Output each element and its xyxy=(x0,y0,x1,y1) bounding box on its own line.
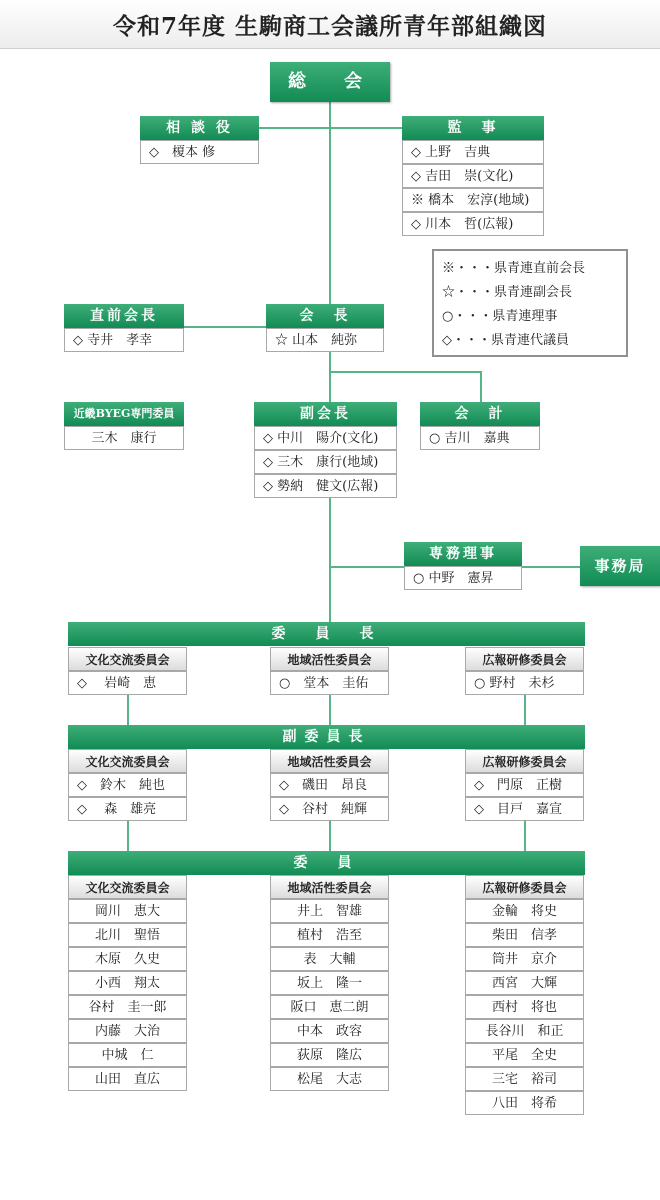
committee-header-culture: 文化交流委員会 xyxy=(68,875,187,899)
member-regional: 松尾 大志 xyxy=(270,1067,389,1091)
member-culture: 内藤 大治 xyxy=(68,1019,187,1043)
vice-chairs-line-left xyxy=(127,821,129,851)
auditors-header: 監 事 xyxy=(402,116,544,140)
title-bar xyxy=(0,0,660,49)
committee-header-pr: 広報研修委員会 xyxy=(465,647,584,671)
executive-director-header: 専務理事 xyxy=(404,542,522,566)
office-line xyxy=(522,566,581,568)
chair-member-pr: ○ 野村 未杉 xyxy=(465,671,584,695)
members-bar: 委 員 xyxy=(68,851,585,875)
page-title: 令和7年度 生駒商工会議所青年部組織図 xyxy=(112,13,547,40)
member-pr: 八田 将希 xyxy=(465,1091,584,1115)
vice-president-member: ◇ 勢納 健文(広報) xyxy=(254,474,397,498)
vice-chair-member-regional: ◇ 谷村 純輝 xyxy=(270,797,389,821)
auditor-member: ※ 橋本 宏淳(地域) xyxy=(402,188,544,212)
vice-chairs-bar: 副委員長 xyxy=(68,725,585,749)
member-regional: 中本 政容 xyxy=(270,1019,389,1043)
chairs-line-right xyxy=(524,695,526,725)
director-line xyxy=(330,566,404,568)
committee-header-regional: 地域活性委員会 xyxy=(270,749,389,773)
member-pr: 三宅 裕司 xyxy=(465,1067,584,1091)
committee-header-culture: 文化交流委員会 xyxy=(68,647,187,671)
vice-chair-member-pr: ◇ 門原 正樹 xyxy=(465,773,584,797)
chair-member-regional: ○ 堂本 圭佑 xyxy=(270,671,389,695)
past-president-member: ◇ 寺井 孝幸 xyxy=(64,328,184,352)
member-culture: 山田 直広 xyxy=(68,1067,187,1091)
vice-chair-member-culture: ◇ 森 雄亮 xyxy=(68,797,187,821)
trunk-line-mid xyxy=(329,352,331,402)
member-regional: 阪口 恵二朗 xyxy=(270,995,389,1019)
member-pr: 筒井 京介 xyxy=(465,947,584,971)
member-regional: 坂上 隆一 xyxy=(270,971,389,995)
legend-item: ☆・・・県青連副会長 xyxy=(442,285,573,300)
president-header: 会 長 xyxy=(266,304,384,328)
auditor-member: ◇ 吉田 崇(文化) xyxy=(402,164,544,188)
legend-item: ※・・・県青連直前会長 xyxy=(442,261,586,276)
general-meeting-box: 総 会 xyxy=(270,62,390,102)
vice-presidents-header: 副会長 xyxy=(254,402,397,426)
committee-header-culture: 文化交流委員会 xyxy=(68,749,187,773)
legend-box xyxy=(432,249,628,357)
chairs-line-center xyxy=(329,695,331,725)
vice-chair-member-pr: ◇ 目戸 嘉宣 xyxy=(465,797,584,821)
vice-chair-member-culture: ◇ 鈴木 純也 xyxy=(68,773,187,797)
kinki-header: 近畿BYEG専門委員 xyxy=(64,402,184,426)
treasurer-line-v xyxy=(480,371,482,402)
legend-item: ◇・・・県青連代議員 xyxy=(442,333,569,348)
auditor-member: ◇ 上野 吉典 xyxy=(402,140,544,164)
advisor-member: ◇ 榎本 修 xyxy=(140,140,259,164)
treasurer-member: ○ 吉川 嘉典 xyxy=(420,426,540,450)
committee-header-pr: 広報研修委員会 xyxy=(465,749,584,773)
member-pr: 平尾 全史 xyxy=(465,1043,584,1067)
chairs-line-left xyxy=(127,695,129,725)
member-culture: 岡川 恵大 xyxy=(68,899,187,923)
member-regional: 表 大輔 xyxy=(270,947,389,971)
member-pr: 柴田 信孝 xyxy=(465,923,584,947)
committee-header-pr: 広報研修委員会 xyxy=(465,875,584,899)
office-box: 事務局 xyxy=(580,546,660,586)
kinki-member: 三木 康行 xyxy=(64,426,184,450)
advisor-header: 相 談 役 xyxy=(140,116,259,140)
treasurer-header: 会 計 xyxy=(420,402,540,426)
committee-header-regional: 地域活性委員会 xyxy=(270,875,389,899)
legend-item: ○・・・県青連理事 xyxy=(442,309,558,324)
member-culture: 小西 翔太 xyxy=(68,971,187,995)
member-pr: 西宮 大輝 xyxy=(465,971,584,995)
member-regional: 植村 浩至 xyxy=(270,923,389,947)
president-member: ☆ 山本 純弥 xyxy=(266,328,384,352)
treasurer-line-h xyxy=(330,371,482,373)
chair-member-culture: ◇ 岩崎 恵 xyxy=(68,671,187,695)
member-culture: 中城 仁 xyxy=(68,1043,187,1067)
vice-chairs-line-right xyxy=(524,821,526,851)
past-president-header: 直前会長 xyxy=(64,304,184,328)
vice-chair-member-regional: ◇ 磯田 昂良 xyxy=(270,773,389,797)
member-culture: 木原 久史 xyxy=(68,947,187,971)
vice-president-member: ◇ 中川 陽介(文化) xyxy=(254,426,397,450)
vice-chairs-line-center xyxy=(329,821,331,851)
vice-president-member: ◇ 三木 康行(地域) xyxy=(254,450,397,474)
member-regional: 荻原 隆広 xyxy=(270,1043,389,1067)
member-culture: 北川 聖悟 xyxy=(68,923,187,947)
trunk-line-lower xyxy=(329,498,331,622)
member-pr: 金輪 将史 xyxy=(465,899,584,923)
member-pr: 長谷川 和正 xyxy=(465,1019,584,1043)
chairs-bar: 委 員 長 xyxy=(68,622,585,646)
member-regional: 井上 智雄 xyxy=(270,899,389,923)
trunk-line-top xyxy=(329,102,331,304)
auditor-member: ◇ 川本 哲(広報) xyxy=(402,212,544,236)
past-president-line xyxy=(184,326,266,328)
committee-header-regional: 地域活性委員会 xyxy=(270,647,389,671)
member-pr: 西村 将也 xyxy=(465,995,584,1019)
advisor-auditor-line xyxy=(259,127,402,129)
member-culture: 谷村 圭一郎 xyxy=(68,995,187,1019)
executive-director-member: ○ 中野 憲昇 xyxy=(404,566,522,590)
